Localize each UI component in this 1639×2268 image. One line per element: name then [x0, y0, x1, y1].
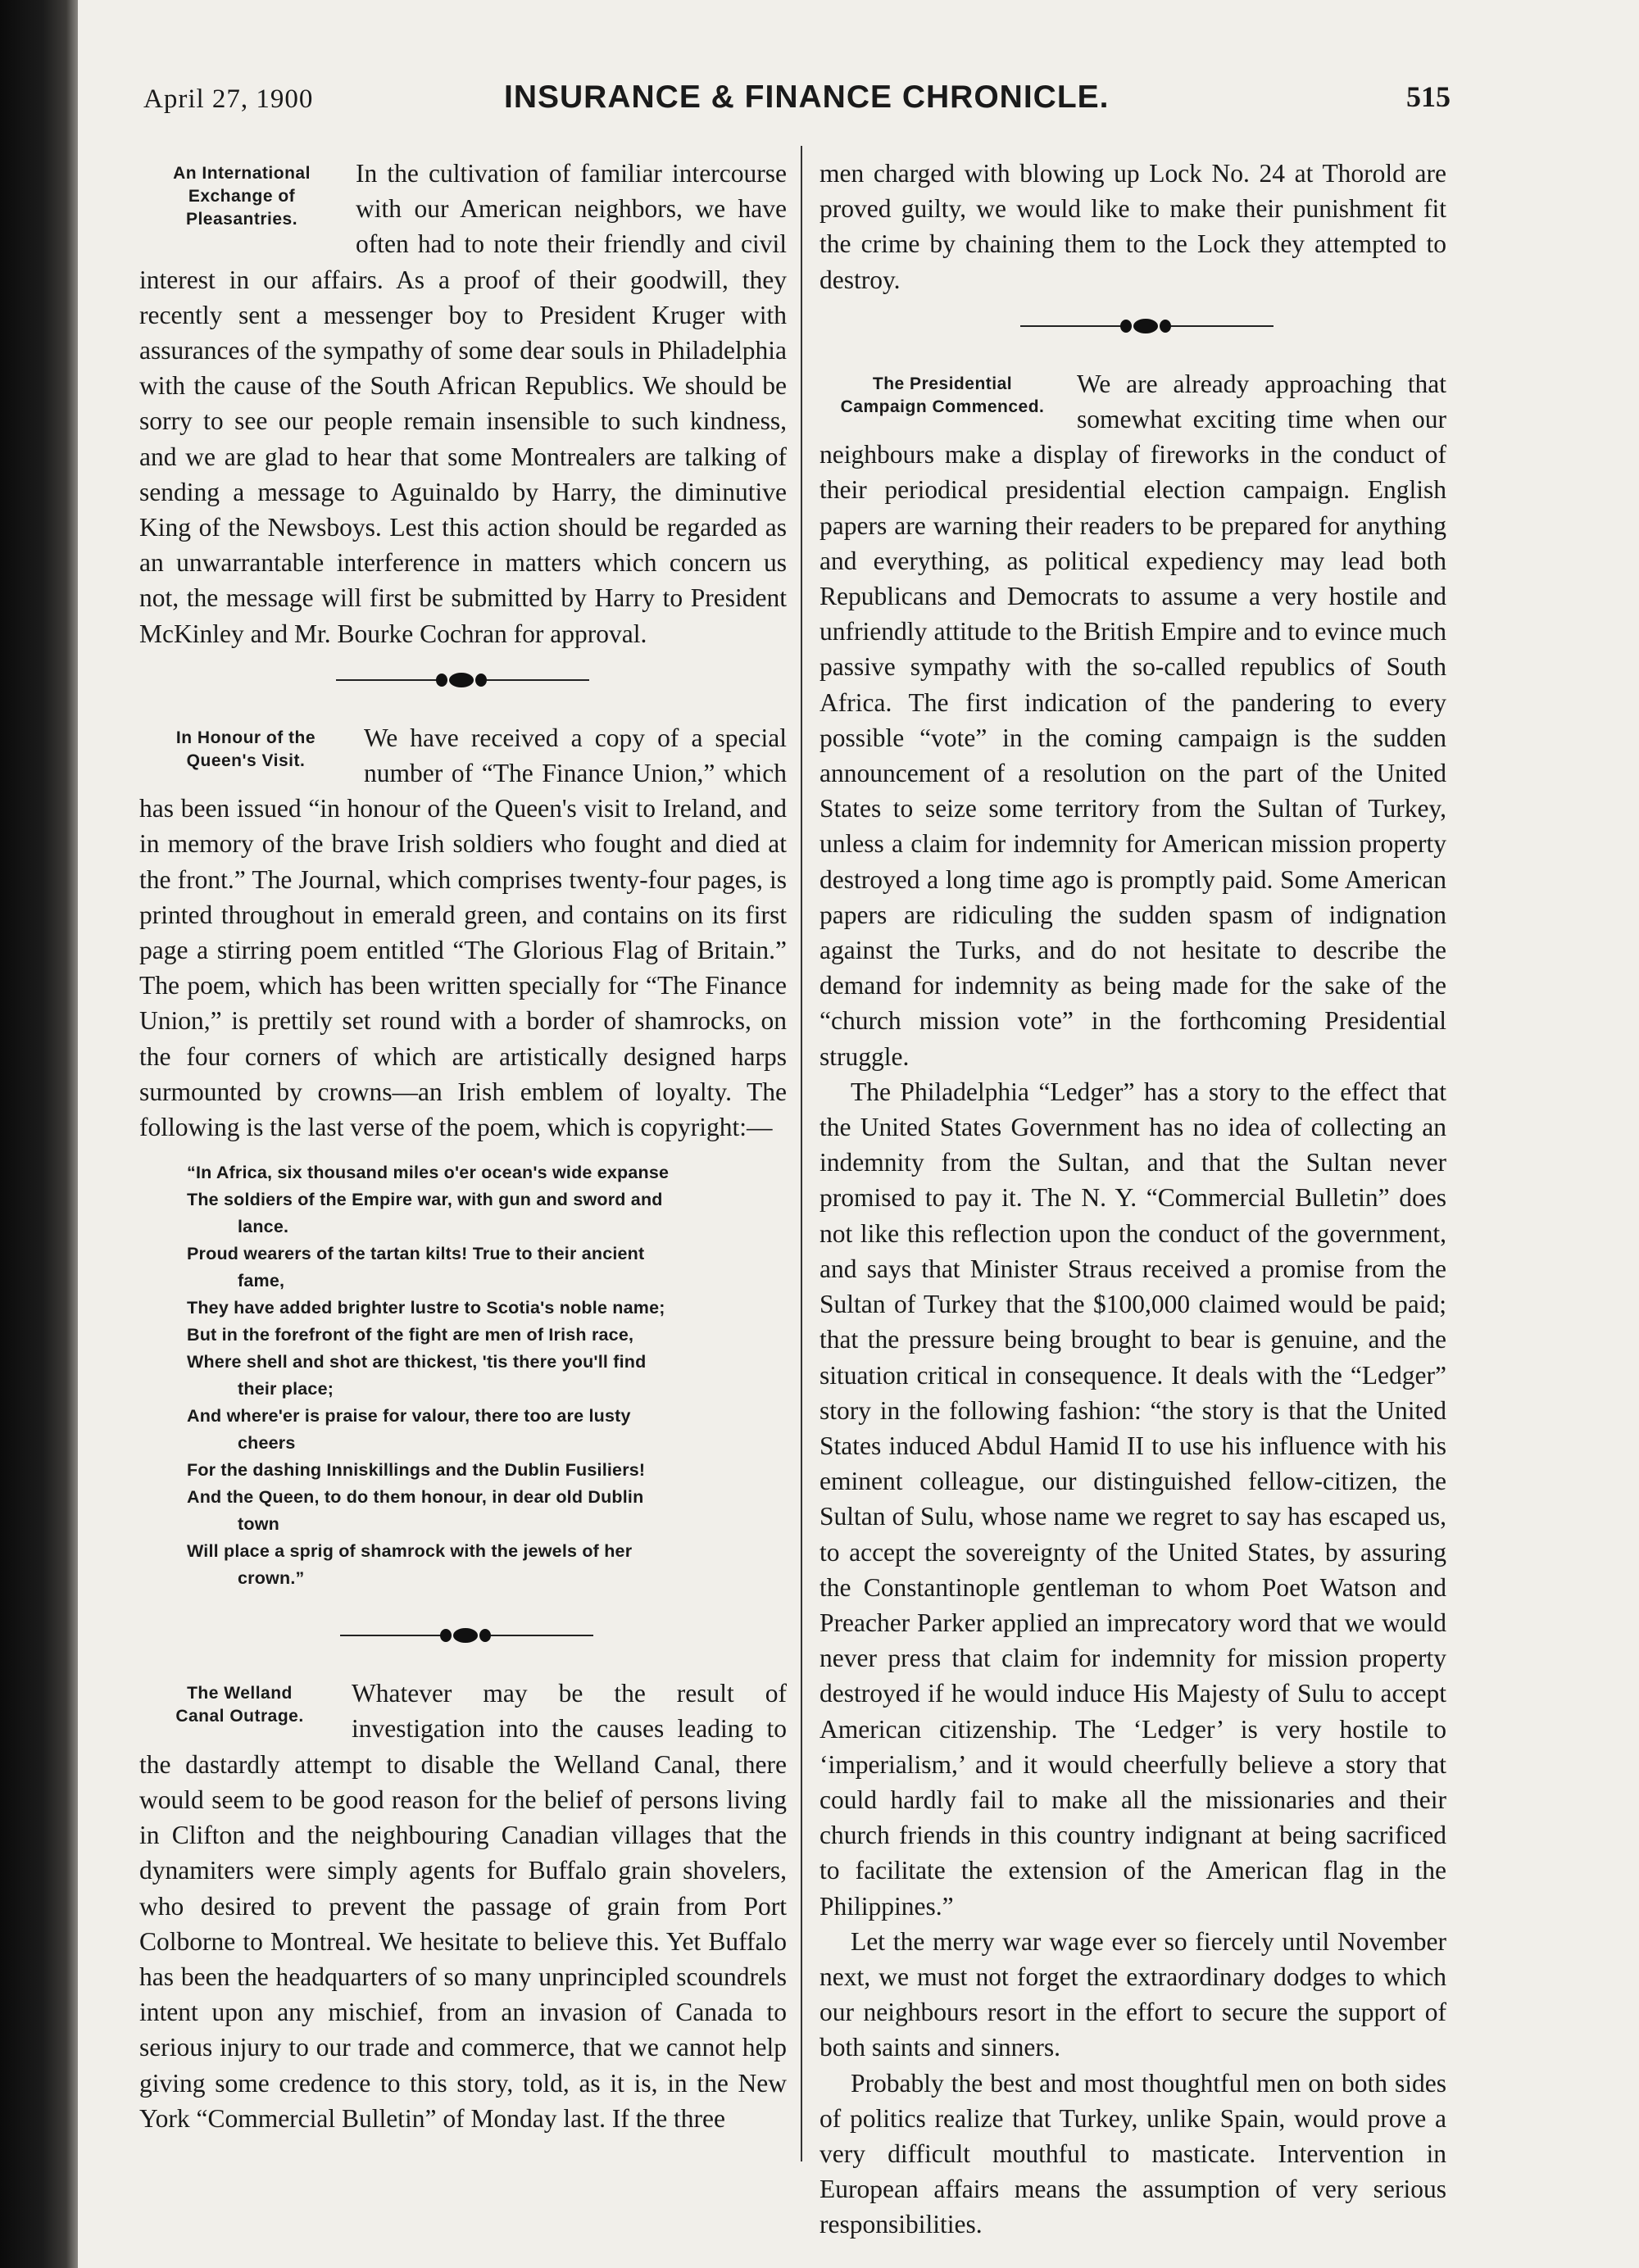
article-international-exchange	[139, 156, 787, 651]
poem-line: They have added brighter lustre to Scotia's noble name;	[187, 1298, 665, 1318]
article-welland-canal	[139, 1676, 787, 2136]
poem-line: lance.	[238, 1217, 289, 1237]
article-queens-visit	[139, 720, 787, 1145]
article-paragraph: Probably the best and most thoughtful men on both sides of politics realize that Turkey, unlike Spain, would prove a very difficult mouthful to masticate. Intervention in European affairs means the assumption of very serious responsibilities.	[820, 2068, 1446, 2239]
header-title: INSURANCE & FINANCE CHRONICLE.	[504, 79, 1110, 115]
article-text: In the cultivation of familiar intercourse with our American neighbors, we have often had to note their friendly and civil interest in our affairs. As a proof of their goodwill, they recently sent a messenger boy to President Kruger with assurances of the sympathy of some dear souls in Philadelphia with the cause of the South African Republics. We should be sorry to see our people remain insensible to such kindness, and we are glad to hear that some Montrealers are talking of sending a message to Aguinaldo by Harry, the diminutive King of the Newsboys. Lest this action should be regarded as an unwarrantable interference in matters which concern us not, the message will first be submitted by Harry to President McKinley and Mr. Bourke Cochran for approval.	[139, 159, 787, 648]
column-rule	[801, 146, 802, 2161]
right-column	[820, 156, 1446, 2243]
poem-line: “In Africa, six thousand miles o'er ocean's wide expanse	[187, 1163, 670, 1183]
article-paragraph: Let the merry war wage ever so fiercely until November next, we must not forget the extraordinary dodges to which our neighbours resort in the effort to secure the support of both saints and sinners.	[820, 1926, 1446, 2062]
article-text: We are already approaching that somewhat exciting time when our neighbours make a display of fireworks in the conduct of their periodical presidential election campaign. English papers are warning their readers to be prepared for anything and everything, as political expediency may lead both Republicans and Democrats to assume a very hostile and unfriendly attitude to the British Empire and to evince much passive sympathy with the so-called republics of South Africa. The first indication of the pandering to every possible “vote” in the coming campaign is the sudden announcement of a resolution on the part of the United States to seize some territory from the Sultan of Turkey, unless a claim for indemnity for American mission property destroyed a long time ago is promptly paid. Some American papers are ridiculing the sudden spasm of indignation against the Turks, and do not hesitate to describe the demand for indemnity as being made for the sake of the “church mission vote” in the forthcoming Presidential struggle.	[820, 369, 1446, 1071]
article-text: Whatever may be the result of investigation into the causes leading to the dastardly attempt to disable the Welland Canal, there would seem to be good reason for the belief of persons living in Clifton and the neighbouring Canadian villages that the dynamiters were simply agents for Buffalo grain shovelers, who desired to prevent the passage of grain from Port Colborne to Montreal. We hesitate to believe this. Yet Buffalo has been the headquarters of so many unprincipled scoundrels intent upon any mischief, from an invasion of Canada to serious injury to our trade and commerce, that we cannot help giving some credence to this story, told, as it is, in the New York “Commercial Bulletin” of Monday last. If the three	[139, 1679, 787, 2133]
section-ornament	[139, 660, 787, 701]
poem-line: And where'er is praise for valour, there too are lusty	[187, 1406, 631, 1427]
poem-line: crown.”	[238, 1568, 305, 1589]
article-presidential-campaign	[820, 366, 1446, 1074]
poem-line: fame,	[238, 1271, 285, 1291]
continued-text: men charged with blowing up Lock No. 24 at Thorold are proved guilty, we would like to make their punishment fit the crime by chaining them to the Lock they attempted to destroy.	[820, 159, 1446, 294]
side-heading: In Honour of the Queen's Visit.	[175, 728, 316, 770]
book-binding-edge	[0, 0, 78, 2268]
page-number: 515	[1406, 80, 1451, 113]
section-ornament	[139, 1615, 787, 1656]
poem-line: Proud wearers of the tartan kilts! True to their ancient	[187, 1244, 645, 1264]
header-date: April 27, 1900	[143, 84, 314, 114]
side-heading: The Presidential Campaign Commenced.	[840, 374, 1045, 416]
side-heading: An International Exchange of Pleasantries.	[173, 164, 311, 229]
article-text: We have received a copy of a special number of “The Finance Union,” which has been issued “in honour of the Queen's visit to Ireland, and in memory of the brave Irish soldiers who fought and died at the front.” The Journal, which comprises twenty-four pages, is printed throughout in emerald green, and contains on its first page a stirring poem entitled “The Glorious Flag of Britain.” The poem, which has been written specially for “The Finance Union,” is prettily set round with a border of shamrocks, on the four corners of which are artistically designed harps surmounted by crowns—an Irish emblem of loyalty. The following is the last verse of the poem, which is copyright:—	[139, 723, 787, 1142]
poem-line: And the Queen, to do them honour, in dear old Dublin	[187, 1487, 644, 1508]
left-column	[139, 156, 787, 2136]
poem-line: their place;	[238, 1379, 334, 1399]
poem-line: The soldiers of the Empire war, with gun and sword and	[187, 1190, 663, 1210]
side-heading: The Welland Canal Outrage.	[175, 1684, 304, 1726]
poem-line: But in the forefront of the fight are men of Irish race,	[187, 1325, 634, 1345]
poem-line: cheers	[238, 1433, 296, 1454]
running-header	[143, 78, 1451, 120]
poem-line: For the dashing Inniskillings and the Dublin Fusiliers!	[187, 1460, 646, 1481]
poem-line: Where shell and shot are thickest, 'tis there you'll find	[187, 1352, 647, 1372]
article-paragraph: The Philadelphia “Ledger” has a story to the effect that the United States Government has no idea of collecting an indemnity from the Sultan, and that the Sultan never promised to pay it. The N. Y. “Commercial Bulletin” does not like this reflection upon the conduct of the government, and says that Minister Straus received a promise from the Sultan of Turkey that the $100,000 claimed would be paid; that the pressure being brought to bear is genuine, and the situation critical in consequence. It deals with the “Ledger” story in the following fashion: “the story is that the United States induced Abdul Hamid II to use his influence with his eminent colleague, our distinguished fellow-citizen, the Sultan of Sulu, whose name we regret to say has escaped us, to accept the sovereignty of the United States, by assuring the Constantinople gentleman to whom Poet Watson and Preacher Parker applied an imprecatory word that we would never press that claim for indemnity for mission property destroyed if he would induce His Majesty of Sulu to accept American citizenship. The ‘Ledger’ is very hostile to ‘imperialism,’ and it would cheerfully believe a story that could hardly fail to make all the missionaries and their church friends in this country indignant at being sacrificed to facilitate the extension of the American flag in the Philippines.”	[820, 1077, 1446, 1921]
poem-verse	[187, 1159, 787, 1592]
section-ornament	[820, 306, 1446, 347]
poem-line: Will place a sprig of shamrock with the jewels of her	[187, 1541, 633, 1562]
poem-line: town	[238, 1514, 279, 1535]
